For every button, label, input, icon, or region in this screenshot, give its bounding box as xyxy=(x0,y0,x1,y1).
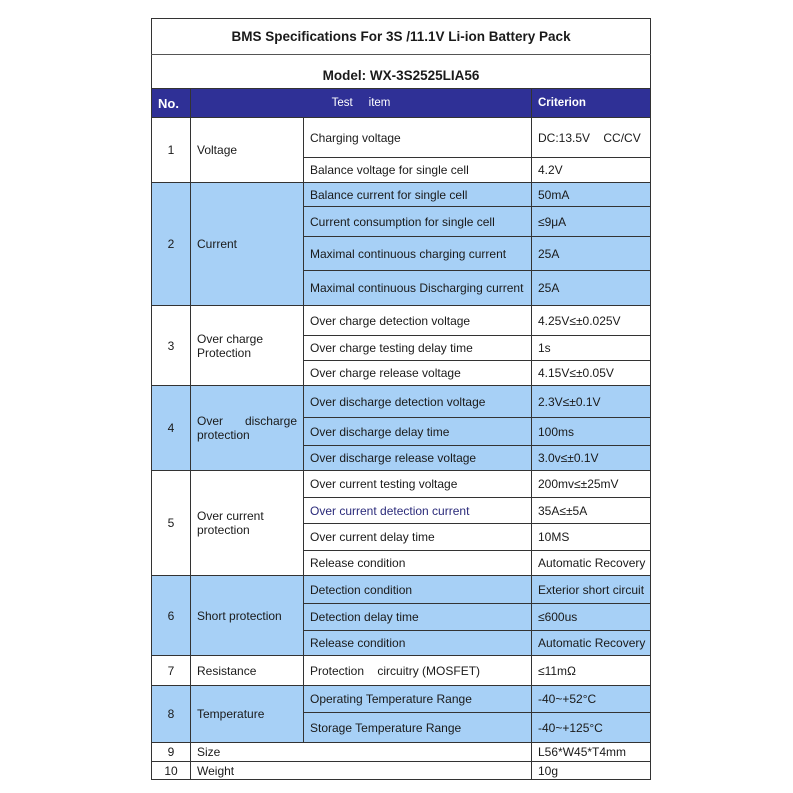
test-item: Detection condition xyxy=(304,576,532,604)
group-number: 8 xyxy=(152,686,191,743)
model-number: Model: WX-3S2525LIA56 xyxy=(152,55,651,89)
criterion-value: 50mA xyxy=(532,183,651,207)
criterion-value: 100ms xyxy=(532,418,651,446)
test-item: Maximal continuous charging current xyxy=(304,237,532,271)
group-number: 1 xyxy=(152,118,191,183)
test-item: Over current detection current xyxy=(304,498,532,524)
test-item: Detection delay time xyxy=(304,604,532,631)
table-row xyxy=(152,386,651,418)
criterion-value: Exterior short circuit xyxy=(532,576,651,604)
test-item: Over current testing voltage xyxy=(304,471,532,498)
test-item: Over charge detection voltage xyxy=(304,306,532,336)
criterion-value: 10MS xyxy=(532,524,651,551)
table-row xyxy=(152,471,651,498)
test-item: Over current delay time xyxy=(304,524,532,551)
criterion-value: Automatic Recovery xyxy=(532,551,651,576)
table-row xyxy=(152,762,651,780)
test-item: Over discharge delay time xyxy=(304,418,532,446)
table-row xyxy=(152,183,651,207)
header-test-item: Test item xyxy=(191,89,532,118)
group-category: Short protection xyxy=(191,576,304,656)
test-item: Release condition xyxy=(304,551,532,576)
row-number: 10 xyxy=(152,762,191,780)
document-title: BMS Specifications For 3S /11.1V Li-ion Battery Pack xyxy=(152,19,651,55)
test-item: Over charge testing delay time xyxy=(304,336,532,361)
model-row xyxy=(152,55,651,89)
criterion-value: 25A xyxy=(532,271,651,306)
test-item: Size xyxy=(191,743,532,762)
table-row xyxy=(152,743,651,762)
test-item: Over discharge release voltage xyxy=(304,446,532,471)
table-row xyxy=(152,656,651,686)
test-item: Balance voltage for single cell xyxy=(304,158,532,183)
table-row xyxy=(152,118,651,158)
criterion-value: ≤11mΩ xyxy=(532,656,651,686)
criterion-value: 200mv≤±25mV xyxy=(532,471,651,498)
title-row xyxy=(152,19,651,55)
group-number: 3 xyxy=(152,306,191,386)
spec-table xyxy=(151,18,651,780)
criterion-value: 10g xyxy=(532,762,651,780)
test-item: Over charge release voltage xyxy=(304,361,532,386)
table-row xyxy=(152,576,651,604)
criterion-value: 2.3V≤±0.1V xyxy=(532,386,651,418)
header-criterion: Criterion xyxy=(532,89,651,118)
test-item: Current consumption for single cell xyxy=(304,207,532,237)
test-item: Over discharge detection voltage xyxy=(304,386,532,418)
criterion-value: L56*W45*T4mm xyxy=(532,743,651,762)
header-no: No. xyxy=(152,89,191,118)
group-number: 6 xyxy=(152,576,191,656)
group-category: Voltage xyxy=(191,118,304,183)
test-item: Storage Temperature Range xyxy=(304,713,532,743)
criterion-value: 4.2V xyxy=(532,158,651,183)
criterion-value: ≤9μA xyxy=(532,207,651,237)
row-number: 9 xyxy=(152,743,191,762)
group-number: 5 xyxy=(152,471,191,576)
group-category: Current xyxy=(191,183,304,306)
criterion-value: 3.0v≤±0.1V xyxy=(532,446,651,471)
criterion-value: 4.15V≤±0.05V xyxy=(532,361,651,386)
group-category: Temperature xyxy=(191,686,304,743)
table-row xyxy=(152,686,651,713)
test-item: Operating Temperature Range xyxy=(304,686,532,713)
criterion-value: 4.25V≤±0.025V xyxy=(532,306,651,336)
test-item: Maximal continuous Discharging current xyxy=(304,271,532,306)
group-number: 4 xyxy=(152,386,191,471)
test-item: Weight xyxy=(191,762,532,780)
bms-spec-sheet xyxy=(151,18,650,780)
group-category: Over discharge protection xyxy=(191,386,304,471)
criterion-value: DC:13.5V CC/CV xyxy=(532,118,651,158)
group-category: Over current protection xyxy=(191,471,304,576)
table-row xyxy=(152,306,651,336)
test-item: Balance current for single cell xyxy=(304,183,532,207)
criterion-value: 25A xyxy=(532,237,651,271)
criterion-value: -40~+125°C xyxy=(532,713,651,743)
test-item: Release condition xyxy=(304,631,532,656)
group-category: Resistance xyxy=(191,656,304,686)
criterion-value: 1s xyxy=(532,336,651,361)
group-category: Over charge Protection xyxy=(191,306,304,386)
criterion-value: Automatic Recovery xyxy=(532,631,651,656)
test-item: Charging voltage xyxy=(304,118,532,158)
criterion-value: -40~+52°C xyxy=(532,686,651,713)
table-header xyxy=(152,89,651,118)
criterion-value: ≤600us xyxy=(532,604,651,631)
group-number: 7 xyxy=(152,656,191,686)
criterion-value: 35A≤±5A xyxy=(532,498,651,524)
test-item: Protection circuitry (MOSFET) xyxy=(304,656,532,686)
group-number: 2 xyxy=(152,183,191,306)
